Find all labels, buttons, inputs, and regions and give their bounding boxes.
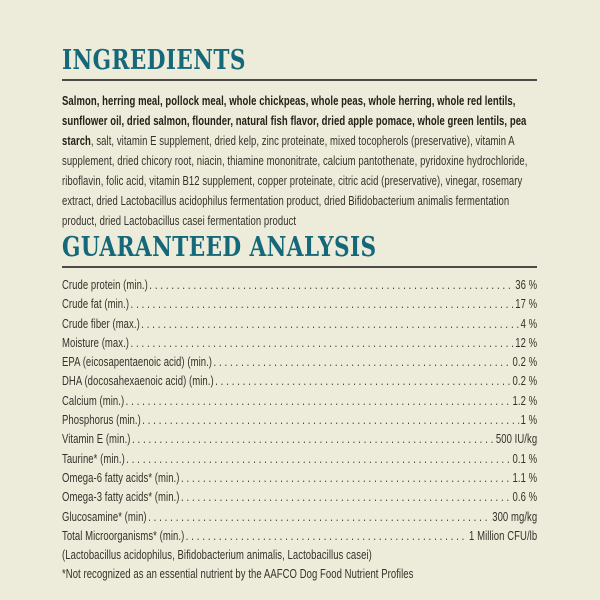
analysis-table — [62, 275, 537, 545]
dot-leader — [149, 275, 514, 294]
analysis-row-value: 0.6 % — [512, 489, 538, 505]
analysis-row-value: 4 % — [520, 315, 538, 331]
analysis-row-value: 500 IU/kg — [495, 431, 538, 447]
analysis-row — [62, 410, 537, 429]
dot-leader — [215, 371, 511, 390]
dot-leader — [181, 487, 511, 506]
analysis-row-value: 0.2 % — [512, 373, 538, 389]
analysis-row — [62, 352, 537, 371]
analysis-row-value: 0.2 % — [512, 354, 538, 370]
analysis-row-label: Crude fat (min.) — [62, 296, 130, 312]
analysis-row-value: 0.1 % — [512, 450, 538, 466]
analysis-row — [62, 275, 537, 294]
analysis-row-value: 36 % — [515, 277, 538, 292]
dot-leader — [186, 526, 468, 545]
analysis-row — [62, 526, 537, 545]
ingredients-secondary-list: , salt, vitamin E supplement, dried kelp, zinc proteinate, mixed tocopherols (preservative), vitamin A supplement, dried chicory root, niacin, thiamine mononitrate, calcium pantothenate, pyridoxine hydrochloride, riboflavin, folic acid, vitamin B12 supplement, copper proteinate, citric acid (preservative), vinegar, rosemary extract, dried Lactobacillus acidophilus fermentation product, dried Bifidobacterium animalis fermentation product, dried Lactobacillus casei fermentation product — [62, 133, 528, 228]
analysis-row-value: 300 mg/kg — [492, 508, 538, 524]
dot-leader — [126, 391, 511, 410]
guaranteed-analysis-section-header — [62, 233, 600, 263]
analysis-row — [62, 487, 537, 506]
analysis-row-label: Omega-6 fatty acids* (min.) — [62, 469, 180, 485]
ingredients-body — [62, 91, 537, 231]
analysis-row-value: 1 Million CFU/lb — [469, 527, 538, 543]
analysis-row-value: 17 % — [515, 296, 538, 312]
analysis-row-value: 1 % — [520, 412, 538, 428]
analysis-row-label: Total Microorganisms* (min.) — [62, 527, 185, 543]
analysis-row — [62, 429, 537, 448]
guaranteed-analysis-section — [62, 233, 600, 584]
guaranteed-analysis-body — [62, 275, 537, 584]
dot-leader — [213, 352, 511, 371]
analysis-row — [62, 449, 537, 468]
guaranteed-analysis-heading: GUARANTEED ANALYSIS — [62, 232, 377, 263]
dot-leader — [181, 468, 511, 487]
analysis-row-label: Moisture (max.) — [62, 334, 130, 350]
ingredients-primary-list: Salmon, herring meal, pollock meal, whole chickpeas, whole peas, whole herring, whole red lentils, sunflower oil, dried salmon, flounder, natural fish flavor, dried apple pomace, whole green lentils, pea starch — [62, 93, 527, 148]
analysis-row — [62, 507, 537, 526]
analysis-row — [62, 333, 537, 352]
analysis-row-label: Phosphorus (min.) — [62, 412, 141, 428]
ingredients-divider — [62, 79, 537, 81]
dot-leader — [126, 449, 511, 468]
ingredients-heading: INGREDIENTS — [62, 45, 246, 76]
analysis-row-value: 1.1 % — [512, 469, 538, 485]
analysis-row-label: Taurine* (min.) — [62, 450, 125, 466]
dot-leader — [131, 294, 514, 313]
ingredients-section-header — [62, 46, 600, 76]
analysis-row-label: EPA (eicosapentaenoic acid) (min.) — [62, 354, 213, 370]
guaranteed-analysis-divider — [62, 266, 537, 268]
dot-leader — [130, 333, 513, 352]
analysis-row-label: Vitamin E (min.) — [62, 431, 131, 447]
analysis-row — [62, 468, 537, 487]
analysis-row-value: 1.2 % — [512, 392, 538, 408]
dot-leader — [132, 429, 495, 448]
analysis-row — [62, 314, 537, 333]
analysis-row-label: DHA (docosahexaenoic acid) (min.) — [62, 373, 214, 389]
analysis-row-value: 12 % — [515, 334, 538, 350]
ingredients-paragraph — [62, 91, 537, 231]
aafco-footnote: *Not recognized as an essential nutrient by the AAFCO Dog Food Nutrient Profiles — [62, 566, 414, 582]
dot-leader — [142, 410, 519, 429]
analysis-row-label: Crude protein (min.) — [62, 277, 148, 292]
analysis-row — [62, 391, 537, 410]
dot-leader — [141, 314, 519, 333]
microorganisms-note: (Lactobacillus acidophilus, Bifidobacterium animalis, Lactobacillus casei) — [62, 547, 372, 563]
analysis-row-label: Omega-3 fatty acids* (min.) — [62, 489, 180, 505]
dot-leader — [148, 507, 491, 526]
analysis-row — [62, 371, 537, 390]
analysis-row-label: Crude fiber (max.) — [62, 315, 140, 331]
analysis-row-label: Glucosamine* (min) — [62, 508, 147, 524]
analysis-row-label: Calcium (min.) — [62, 392, 125, 408]
analysis-row — [62, 294, 537, 313]
